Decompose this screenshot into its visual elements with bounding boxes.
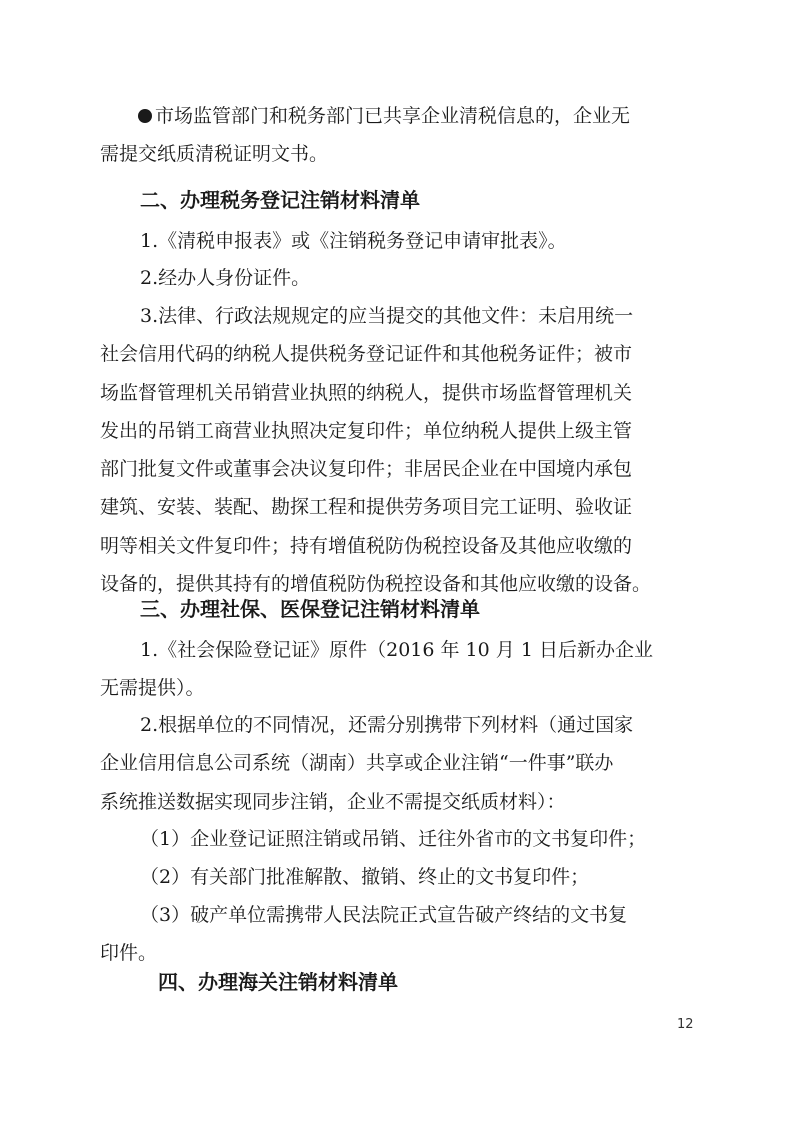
section-2-item-3-line: 明等相关文件复印件；持有增值税防伪税控设备及其他应收缴的 — [100, 534, 633, 557]
section-3-item-2 — [100, 706, 700, 821]
bullet-line-2: 需提交纸质清税证明文书。 — [100, 143, 329, 166]
section-2-item-3-line: 3.法律、行政法规规定的应当提交的其他文件：未启用统一 — [140, 305, 634, 327]
section-3-item-1-line: 无需提供）。 — [100, 677, 205, 700]
section-3-item-2-line: 2.根据单位的不同情况，还需分别携带下列材料（通过国家 — [140, 714, 634, 736]
section-3-item-1-line: 1.《社会保险登记证》原件（2016 年 10 月 1 日后新办企业 — [140, 639, 653, 661]
section-2-item-3-line: 发出的吊销工商营业执照决定复印件；单位纳税人提供上级主管 — [100, 419, 633, 442]
section-2-item-1: 1.《清税申报表》或《注销税务登记申请审批表》。 — [140, 230, 567, 252]
section-3-sub-2: （2）有关部门批准解散、撤销、终止的文书复印件； — [140, 866, 590, 888]
section-4-heading: 四、办理海关注销材料清单 — [158, 970, 398, 994]
bullet-line-1 — [100, 97, 700, 135]
section-3-sub-3 — [100, 896, 700, 973]
section-2-item-3-line: 建筑、安装、装配、勘探工程和提供劳务项目完工证明、验收证 — [100, 496, 633, 519]
bullet-text-1: 市场监管部门和税务部门已共享企业清税信息的，企业无 — [155, 105, 631, 127]
section-2-item-2: 2.经办人身份证件。 — [140, 267, 311, 289]
section-2-heading: 二、办理税务登记注销材料清单 — [140, 188, 420, 212]
bullet-icon — [138, 109, 152, 123]
section-3-sub-1: （1）企业登记证照注销或吊销、迁往外省市的文书复印件； — [140, 828, 647, 850]
section-2-item-3-line: 场监督管理机关吊销营业执照的纳税人，提供市场监督管理机关 — [100, 381, 633, 404]
section-2-item-3 — [100, 297, 700, 603]
bullet-paragraph — [100, 97, 700, 174]
section-3-item-2-line: 系统推送数据实现同步注销，企业不需提交纸质材料）： — [100, 790, 566, 813]
section-3-item-2-line: 企业信用信息公司系统（湖南）共享或企业注销“一件事”联办 — [100, 752, 614, 775]
section-3-heading: 三、办理社保、医保登记注销材料清单 — [140, 597, 480, 621]
section-3-sub-3-line: （3）破产单位需携带人民法院正式宣告破产终结的文书复 — [140, 904, 628, 926]
section-3-item-1 — [100, 631, 700, 708]
section-2-item-3-line: 设备的，提供其持有的增值税防伪税控设备和其他应收缴的设备。 — [100, 573, 652, 596]
section-2-item-3-line: 部门批复文件或董事会决议复印件；非居民企业在中国境内承包 — [100, 458, 633, 481]
section-2-item-3-line: 社会信用代码的纳税人提供税务登记证件和其他税务证件；被市 — [100, 343, 633, 366]
page-number: 12 — [677, 1017, 694, 1032]
section-3-sub-3-line: 印件。 — [100, 942, 158, 965]
